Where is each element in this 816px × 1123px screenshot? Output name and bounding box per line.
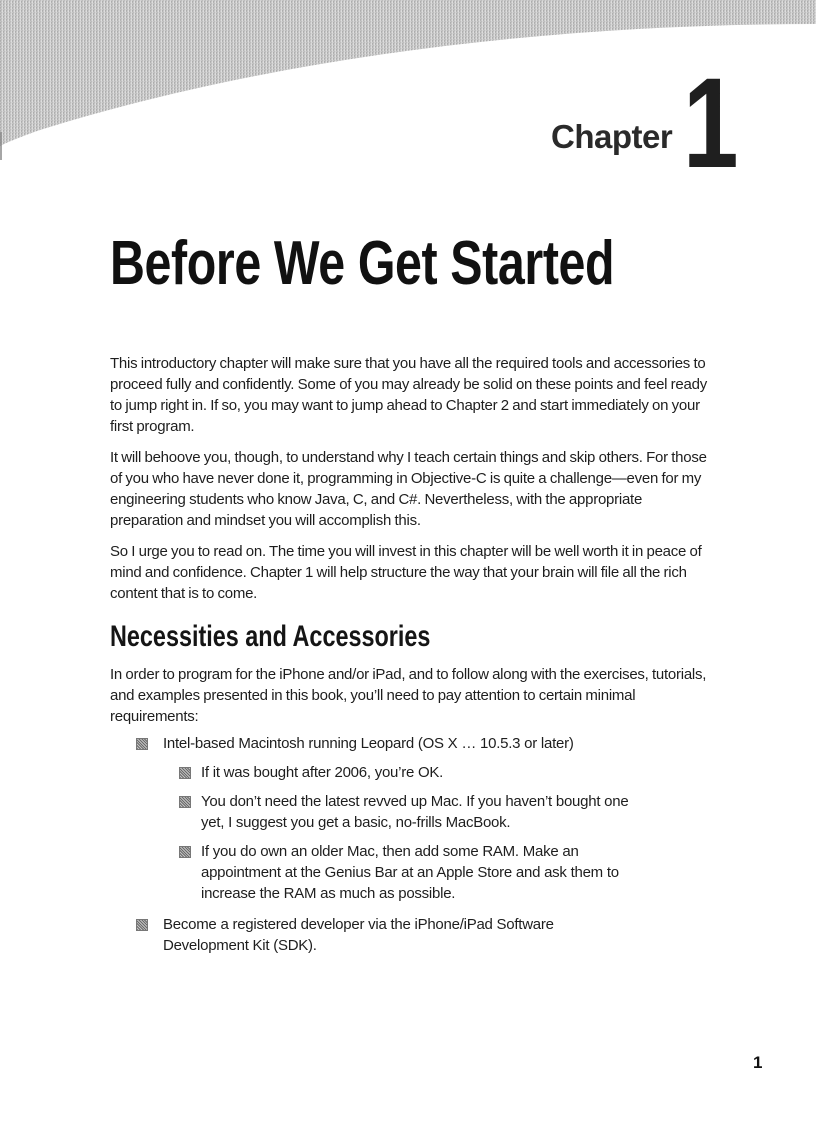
sub-list [163, 762, 710, 904]
list-item-text: Become a registered developer via the iPhone/iPad Software Development Kit (SDK). [163, 916, 554, 954]
section-intro-paragraph: In order to program for the iPhone and/or iPad, and to follow along with the exercises, tutorials, and examples presented in this book, you’ll need to pay attention to certain minimal requirements: [110, 666, 707, 725]
requirements-list [110, 733, 710, 956]
list-item [110, 914, 710, 956]
chapter-body [110, 353, 710, 956]
square-bullet-icon [179, 796, 191, 808]
sub-list-item [163, 762, 710, 783]
square-bullet-icon [136, 919, 148, 931]
square-bullet-icon [179, 846, 191, 858]
square-bullet-icon [136, 738, 148, 750]
page-number: 1 [753, 1053, 763, 1072]
sub-list-item [163, 841, 710, 904]
sub-list-item-text: If you do own an older Mac, then add some RAM. Make an appointment at the Genius Bar at an Apple Store and ask them to increase the RAM as much as possible. [201, 843, 619, 902]
list-item [110, 733, 710, 904]
intro-paragraph-2: It will behoove you, though, to understand why I teach certain things and skip others. For those of you who have never done it, programming in Objective-C is quite a challenge—even for my engineering students who know Java, C, and C#. Nevertheless, with the appropriate preparation and mindset you will accomplish this. [110, 449, 707, 529]
square-bullet-icon [179, 767, 191, 779]
section-heading: Necessities and Accessories [110, 620, 431, 653]
chapter-label: Chapter [551, 118, 673, 155]
sub-list-item-text: If it was bought after 2006, you’re OK. [201, 764, 444, 781]
list-item-text: Intel-based Macintosh running Leopard (OS X … 10.5.3 or later) [163, 735, 574, 752]
sub-list-item [163, 791, 710, 833]
chapter-number: 1 [683, 52, 739, 195]
intro-paragraph-3: So I urge you to read on. The time you will invest in this chapter will be well worth it in peace of mind and confidence. Chapter 1 will help structure the way that your brain will file all the rich content that is to come. [110, 543, 702, 602]
chapter-title: Before We Get Started [110, 229, 615, 298]
intro-paragraph-1: This introductory chapter will make sure that you have all the required tools and accessories to proceed fully and confidently. Some of you may already be solid on these points and feel ready to jump right in. If so, you may want to jump ahead to Chapter 2 and start immediately on your first program. [110, 355, 707, 435]
sub-list-item-text: You don’t need the latest revved up Mac. If you haven’t bought one yet, I suggest you get a basic, no-frills MacBook. [201, 793, 629, 831]
